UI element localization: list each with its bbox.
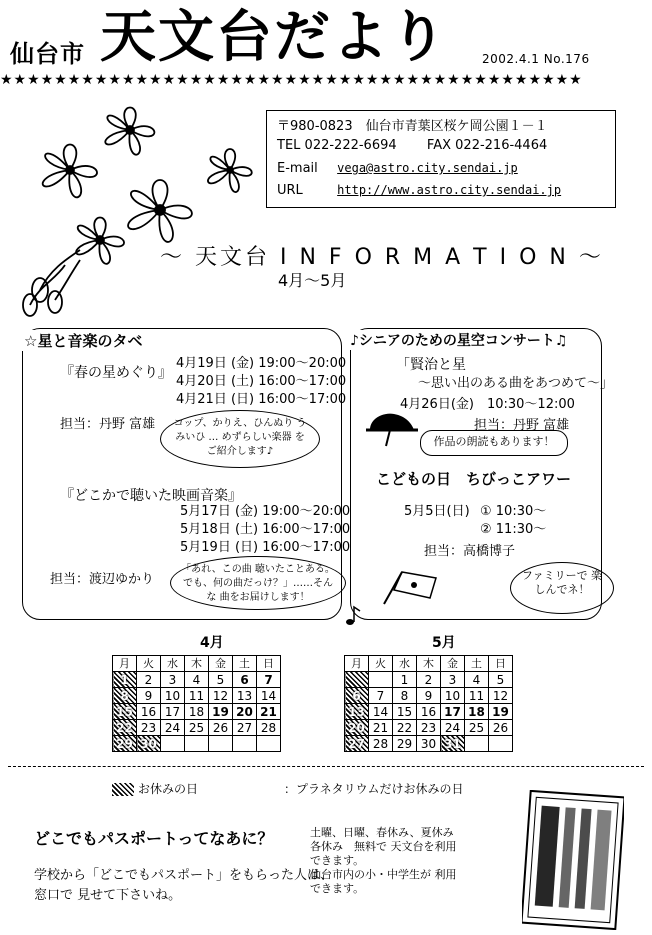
stars-divider: ★★★★★★★★★★★★★★★★★★★★★★★★★★★★★★★★★★★★★★★★★★★ xyxy=(0,72,583,88)
senior-program-name: 「賢治と星 xyxy=(396,357,466,373)
calendar-day: 4 xyxy=(185,672,209,688)
calendar-day: 19 xyxy=(209,704,233,720)
weekday-fri: 金 xyxy=(441,656,465,672)
calendar-day: 29 xyxy=(113,736,137,752)
calendar-day: 14 xyxy=(369,704,393,720)
email-line xyxy=(277,161,518,176)
kids-hour-title: こどもの日 ちびっこアワー xyxy=(376,470,572,488)
legend-closed xyxy=(112,780,198,797)
contact-info-box xyxy=(266,110,616,208)
passport-note: できます。 xyxy=(310,854,365,867)
calendar-day: 27 xyxy=(345,736,369,752)
program1-staff: 担当：丹野 富雄 xyxy=(60,417,156,432)
passport-text-2: 窓口で 見せて下さいね。 xyxy=(34,888,182,903)
legend-closed-text: お休みの日 xyxy=(138,782,199,796)
kids-bubble: ファミリーで 楽しんでネ！ xyxy=(510,562,614,614)
calendar-day: 10 xyxy=(441,688,465,704)
program2-date-3: 5月19日 (日) 16:00～17:00 xyxy=(180,540,351,555)
passport-card-image xyxy=(522,790,624,930)
calendar-day xyxy=(465,736,489,752)
calendar-day xyxy=(185,736,209,752)
calendar-day: 8 xyxy=(393,688,417,704)
senior-bubble: 作品の朗読もあります！ xyxy=(420,430,568,456)
calendar-day: 30 xyxy=(417,736,441,752)
calendar-day: 15 xyxy=(393,704,417,720)
passport-note: できます。 xyxy=(310,882,365,895)
calendar-day: 14 xyxy=(257,688,281,704)
calendar-day xyxy=(489,736,513,752)
calendar-day: 24 xyxy=(441,720,465,736)
calendar-day: 7 xyxy=(369,688,393,704)
passport-note: 各休み 無料で 天文台を利用 xyxy=(310,840,457,853)
calendar-day: 5 xyxy=(489,672,513,688)
program2-staff: 担当：渡辺ゆかり xyxy=(50,572,155,587)
calendar-day: 28 xyxy=(369,736,393,752)
calendar-day xyxy=(161,736,185,752)
weekday-thu: 木 xyxy=(417,656,441,672)
weekday-wed: 水 xyxy=(161,656,185,672)
senior-program-sub: ～思い出のある曲をあつめて～」 xyxy=(418,376,614,391)
calendar-day: 10 xyxy=(161,688,185,704)
calendar-day: 23 xyxy=(417,720,441,736)
calendar-day: 17 xyxy=(161,704,185,720)
calendar-day: 13 xyxy=(233,688,257,704)
calendar-day: 20 xyxy=(233,704,257,720)
calendar-day: 9 xyxy=(137,688,161,704)
calendar-day: 28 xyxy=(257,720,281,736)
kids-time-1: ① 10:30～ xyxy=(480,504,547,519)
program1-date-2: 4月20日 (土) 16:00～17:00 xyxy=(176,374,347,389)
program1-date-3: 4月21日 (日) 16:00～17:00 xyxy=(176,392,347,407)
kids-date: 5月5日(日) xyxy=(404,504,470,519)
calendar-day: 22 xyxy=(393,720,417,736)
calendar-day: 16 xyxy=(417,704,441,720)
calendar-day: 2 xyxy=(417,672,441,688)
newsletter-title: 天文台だより xyxy=(100,5,448,70)
calendar-day: 2 xyxy=(137,672,161,688)
calendar-day: 6 xyxy=(233,672,257,688)
url-label: URL xyxy=(277,183,303,198)
calendar-day: 19 xyxy=(489,704,513,720)
program2-date-1: 5月17日 (金) 19:00～20:00 xyxy=(180,504,351,519)
calendar-day: 23 xyxy=(137,720,161,736)
tel-label: TEL xyxy=(277,138,301,153)
flag-icon xyxy=(378,558,448,608)
weekday-thu: 木 xyxy=(185,656,209,672)
divider-line xyxy=(8,766,644,767)
url-link[interactable]: http://www.astro.city.sendai.jp xyxy=(337,183,562,197)
legend-planetarium xyxy=(258,780,464,797)
may-calendar xyxy=(344,655,513,752)
calendar-day: 12 xyxy=(489,688,513,704)
weekday-mon: 月 xyxy=(345,656,369,672)
calendar-day: 30 xyxy=(137,736,161,752)
issue-number: 2002.4.1 No.176 xyxy=(482,52,590,66)
weekday-fri: 金 xyxy=(209,656,233,672)
calendar-day: 24 xyxy=(161,720,185,736)
information-heading: ～ 天文台 I N F O R M A T I O N ～ xyxy=(160,245,604,270)
program1-bubble: コップ、かりえ、ひんぬり うみいひ … めずらしい楽器 をご紹介します♪ xyxy=(160,410,320,468)
calendar-day: 22 xyxy=(113,720,137,736)
city-name: 仙台市 xyxy=(10,40,85,68)
weekday-sat: 土 xyxy=(465,656,489,672)
passport-note: 土曜、日曜、春休み、夏休み xyxy=(310,826,454,839)
passport-title: どこでもパスポートってなあに？ xyxy=(34,829,274,848)
calendar-day: 1 xyxy=(393,672,417,688)
kids-time-2: ② 11:30～ xyxy=(480,522,547,537)
weekday-tue: 火 xyxy=(369,656,393,672)
calendar-day: 31 xyxy=(441,736,465,752)
passport-notes xyxy=(310,826,457,896)
calendar-day: 18 xyxy=(185,704,209,720)
calendar-day: 20 xyxy=(345,720,369,736)
weekday-sun: 日 xyxy=(257,656,281,672)
calendar-day xyxy=(233,736,257,752)
calendar-day: 21 xyxy=(257,704,281,720)
calendar-day: 21 xyxy=(369,720,393,736)
calendar-day: 16 xyxy=(137,704,161,720)
fax-label: FAX xyxy=(426,138,452,153)
telescope-hat-icon xyxy=(362,400,422,450)
weekday-wed: 水 xyxy=(393,656,417,672)
calendar-day: 5 xyxy=(209,672,233,688)
weekday-sat: 土 xyxy=(233,656,257,672)
calendar-day: 26 xyxy=(209,720,233,736)
calendar-day: 13 xyxy=(345,704,369,720)
postal-address: 〒980-0823 仙台市青葉区桜ケ岡公園１－１ xyxy=(277,119,548,134)
weekday-tue: 火 xyxy=(137,656,161,672)
calendar-day: 17 xyxy=(441,704,465,720)
senior-staff: 担当：丹野 富雄 xyxy=(474,418,570,433)
program1-name: 『春の星めぐり』 xyxy=(60,365,172,381)
calendar-day: 15 xyxy=(113,704,137,720)
calendar-day: 3 xyxy=(441,672,465,688)
url-line xyxy=(277,183,561,198)
cherry-blossom-illustration xyxy=(10,90,260,320)
planetarium-swatch xyxy=(258,783,280,796)
tel-number: 022-222-6694 xyxy=(304,138,397,153)
star-music-title: ☆星と音楽のタベ xyxy=(20,330,146,351)
closed-swatch xyxy=(112,783,134,796)
calendar-day: 11 xyxy=(185,688,209,704)
calendar-day: 3 xyxy=(161,672,185,688)
passport-note: 仙台市内の小・中学生が 利用 xyxy=(310,868,457,881)
calendar-day xyxy=(369,672,393,688)
calendar-day: 8 xyxy=(113,688,137,704)
may-label: 5月 xyxy=(432,635,456,651)
calendar-day: 6 xyxy=(345,688,369,704)
calendar-day: 12 xyxy=(209,688,233,704)
program2-bubble: 「あれ、この曲 聴いたことある。でも、何の曲だっけ？」……そんな 曲をお届けします！ xyxy=(170,556,346,610)
weekday-sun: 日 xyxy=(489,656,513,672)
phone-fax-line xyxy=(277,138,547,153)
weekday-mon: 月 xyxy=(113,656,137,672)
fax-number: 022-216-4464 xyxy=(455,138,548,153)
calendar-day: 29 xyxy=(393,736,417,752)
calendar-day: 26 xyxy=(489,720,513,736)
legend-planetarium-text: ：プラネタリウムだけお休みの日 xyxy=(284,782,464,796)
calendar-day: 11 xyxy=(465,688,489,704)
calendar-day: 1 xyxy=(113,672,137,688)
music-note-icon xyxy=(344,604,364,628)
senior-concert-title: ♪シニアのための星空コンサート♫ xyxy=(348,330,570,350)
kids-staff: 担当：高橋博子 xyxy=(424,544,516,559)
april-calendar xyxy=(112,655,281,752)
april-label: 4月 xyxy=(200,635,224,651)
calendar-day: 4 xyxy=(465,672,489,688)
calendar-day xyxy=(257,736,281,752)
calendar-day: 7 xyxy=(257,672,281,688)
program1-date-1: 4月19日 (金) 19:00～20:00 xyxy=(176,356,347,371)
email-link[interactable]: vega@astro.city.sendai.jp xyxy=(337,161,518,175)
calendar-day: 25 xyxy=(465,720,489,736)
program2-date-2: 5月18日 (土) 16:00～17:00 xyxy=(180,522,351,537)
senior-date: 4月26日(金) 10:30～12:00 xyxy=(400,397,575,412)
passport-text-1: 学校から「どこでもパスポート」をもらった人は、 xyxy=(34,868,334,883)
information-period: 4月～5月 xyxy=(278,271,347,290)
calendar-day: 18 xyxy=(465,704,489,720)
calendar-day: 25 xyxy=(185,720,209,736)
calendar-day xyxy=(209,736,233,752)
calendar-day xyxy=(345,672,369,688)
calendar-day: 9 xyxy=(417,688,441,704)
calendar-day: 27 xyxy=(233,720,257,736)
email-label: E-mail xyxy=(277,161,318,176)
program2-name: 『どこかで聴いた映画音楽』 xyxy=(60,488,242,504)
